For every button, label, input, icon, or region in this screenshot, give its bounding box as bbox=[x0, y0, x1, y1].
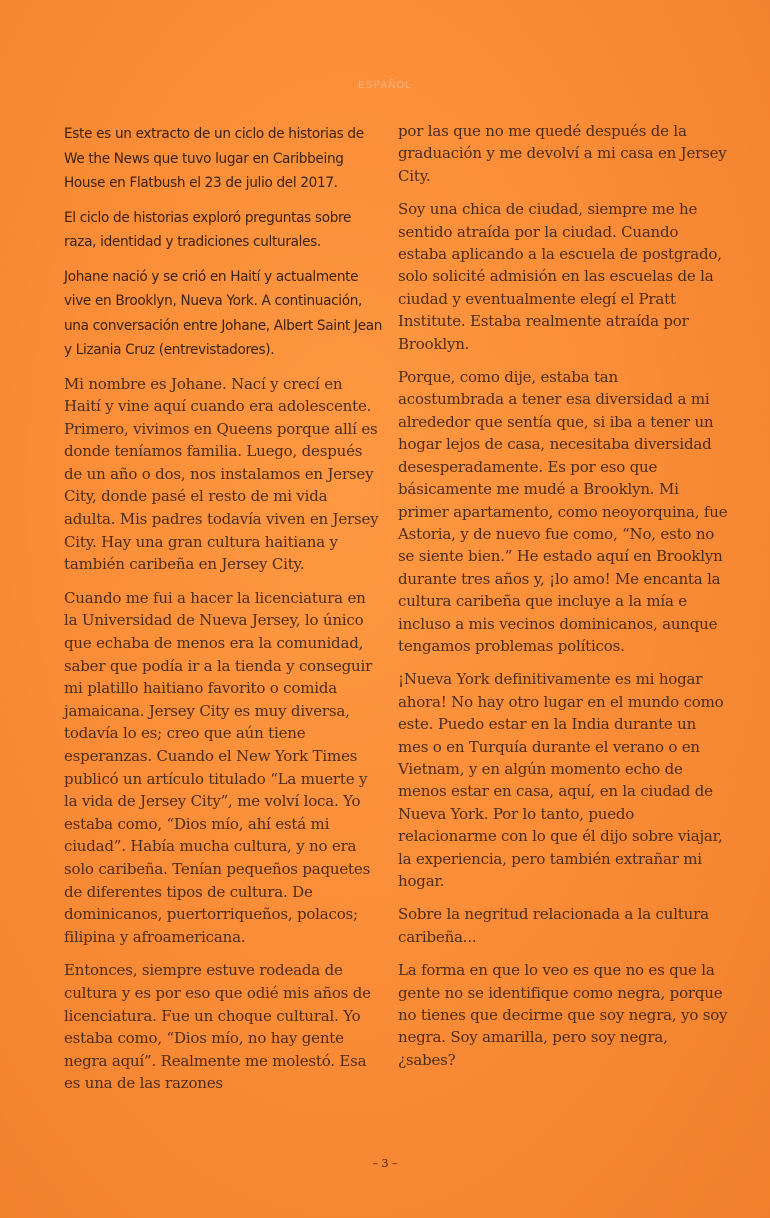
body-paragraph: ¡Nueva York definitivamente es mi hogar ahora! No hay otro lugar en el mundo como este. Puedo estar en la India durante un mes o en Turquía durante el verano o en Vietnam, y en algún momento echo de menos estar en casa, aquí, en la ciudad de Nueva York. Por lo tanto, puedo relacionarme con lo que él dijo sobre viajar, la experiencia, pero también extrañar mi hogar. bbox=[398, 670, 724, 890]
body-paragraph: Mi nombre es Johane. Nací y crecí en Haití y vine aquí cuando era adolescente. Primero, vivimos en Queens porque allí es donde teníamos familia. Luego, después de un año o dos, nos instalamos en Jersey City, donde pasé el resto de mi vida adulta. Mis padres todavía viven en Jersey City. Hay una gran cultura haitiana y también caribeña en Jersey City. bbox=[64, 374, 379, 574]
intro-paragraph: Johane nació y se crió en Haití y actualmente vive en Brooklyn, Nueva York. A continuación, una conversación entre Johane, Albert Saint Jean y Lizania Cruz (entrevistadores). bbox=[64, 268, 383, 358]
left-column bbox=[64, 122, 382, 1106]
section-header-mark: ESPAÑOL bbox=[358, 80, 412, 91]
body-paragraph: Cuando me fui a hacer la licenciatura en la Universidad de Nueva Jersey, lo único que echaba de menos era la comunidad, saber que podía ir a la tienda y conseguir mi platillo haitiano favorito o comida jamaicana. Jersey City es muy diversa, todavía lo es; creo que aún tiene esperanzas. Cuando el New York Times publicó un artículo titulado “La muerte y la vida de Jersey City”, me volví loca. Yo estaba como, “Dios mío, ahí está mi ciudad”. Había mucha cultura, y no era solo caribeña. Tenían pequeños paquetes de diferentes tipos de cultura. De dominicanos, puertorriqueños, polacos; filipina y afroamericana. bbox=[64, 588, 373, 946]
question-paragraph: Sobre la negritud relacionada a la cultura caribeña... bbox=[398, 905, 709, 946]
body-paragraph: Porque, como dije, estaba tan acostumbrada a tener esa diversidad a mi alrededor que sentía que, si iba a tener un hogar lejos de casa, necesitaba diversidad desesperadamente. Es por eso que básicamente me mudé a Brooklyn. Mi primer apartamento, como neoyorquina, fue Astoria, y de nuevo fue como, “No, esto no se siente bien.” He estado aquí en Brooklyn durante tres años y, ¡lo amo! Me encanta la cultura caribeña que incluye a la mía e incluso a mis vecinos dominicanos, aunque tengamos problemas políticos. bbox=[398, 368, 728, 655]
body-paragraph: por las que no me quedé después de la graduación y me devolví a mi casa en Jersey City. bbox=[398, 122, 727, 185]
right-column bbox=[398, 120, 728, 1082]
page-number: – 3 – bbox=[372, 1157, 398, 1170]
intro-paragraph: Este es un extracto de un ciclo de historias de We the News que tuvo lugar en Caribbeing House en Flatbush el 23 de julio del 2017. bbox=[64, 126, 364, 191]
intro-paragraph: El ciclo de historias exploró preguntas sobre raza, identidad y tradiciones culturales. bbox=[64, 209, 352, 250]
body-paragraph: Soy una chica de ciudad, siempre me he sentido atraída por la ciudad. Cuando estaba aplicando a la escuela de postgrado, solo solicité admisión en las escuelas de la ciudad y eventualmente elegí el Pratt Institute. Estaba realmente atraída por Brooklyn. bbox=[398, 200, 722, 353]
body-paragraph: La forma en que lo veo es que no es que la gente no se identifique como negra, porque no tienes que decirme que soy negra, yo soy negra. Soy amarilla, pero soy negra, ¿sabes? bbox=[398, 961, 728, 1069]
intro-block bbox=[64, 122, 382, 363]
body-paragraph: Entonces, siempre estuve rodeada de cultura y es por eso que odié mis años de licenciatura. Fue un choque cultural. Yo estaba como, “Dios mío, no hay gente negra aquí”. Realmente me molestó. Esa es una de las razones bbox=[64, 961, 371, 1093]
left-body-text bbox=[64, 373, 382, 1095]
right-body-text bbox=[398, 120, 728, 1071]
